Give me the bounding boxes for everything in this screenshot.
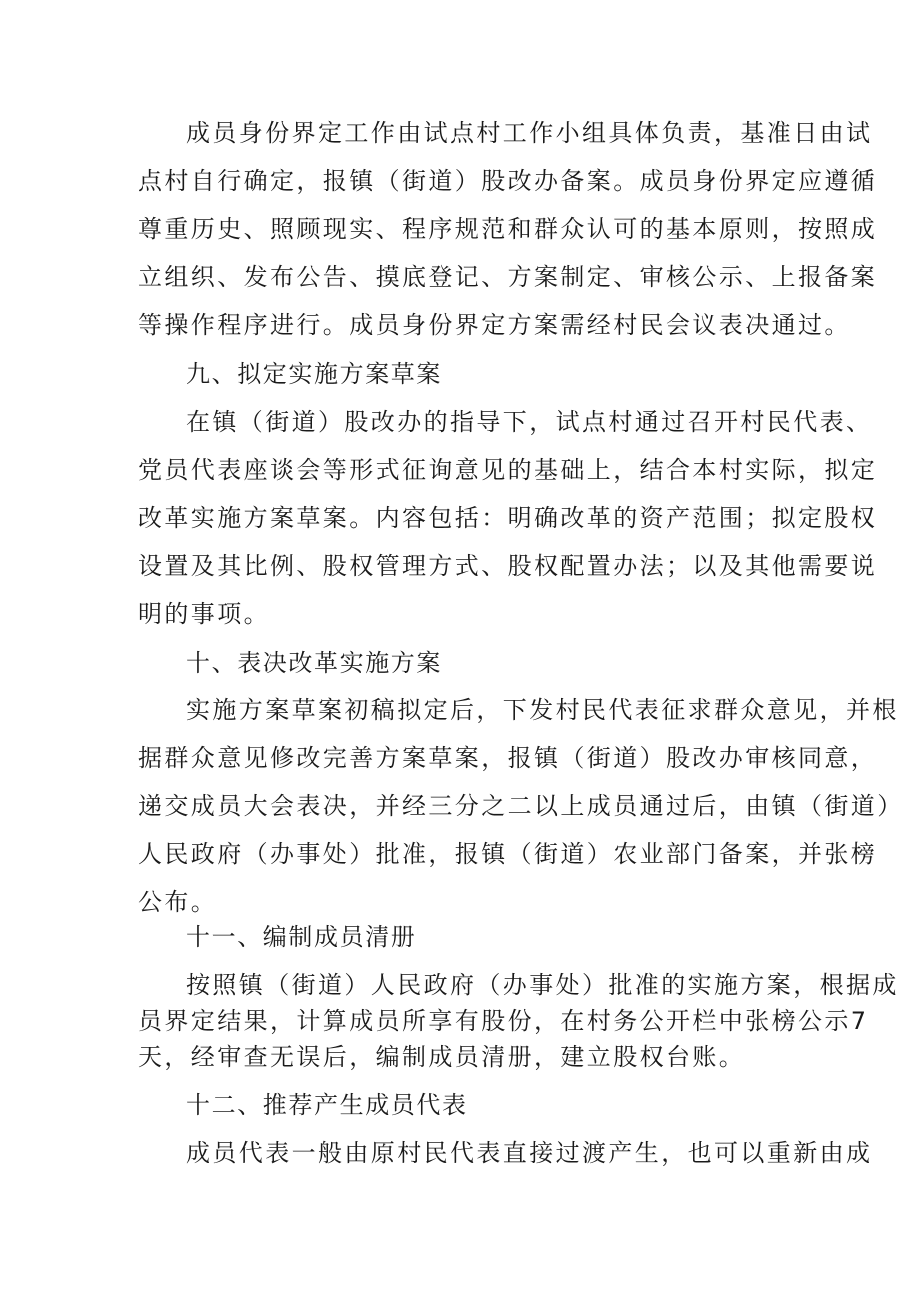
text-line: 按照镇（街道）人民政府（办事处）批准的实施方案，根据成: [186, 971, 899, 999]
text-line: 员界定结果，计算成员所享有股份，在村务公开栏中张榜公示7: [138, 1007, 869, 1035]
text-line: 在镇（街道）股改办的指导下，试点村通过召开村民代表、: [186, 408, 873, 436]
text-line: 改革实施方案草案。内容包括：明确改革的资产范围；拟定股权: [138, 504, 878, 532]
text-line: 尊重历史、照顾现实、程序规范和群众认可的基本原则，按照成: [138, 215, 878, 243]
text-line: 设置及其比例、股权管理方式、股权配置办法；以及其他需要说: [138, 552, 878, 580]
text-line: 天，经审查无误后，编制成员清册，建立股权台账。: [138, 1043, 746, 1071]
text-line: 明的事项。: [138, 600, 270, 628]
text-line: 立组织、发布公告、摸底登记、方案制定、审核公示、上报备案: [138, 263, 878, 291]
text-line: 成员身份界定工作由试点村工作小组具体负责，基准日由试: [186, 119, 873, 147]
text-line: 递交成员大会表决，并经三分之二以上成员通过后，由镇（街道）: [138, 792, 904, 820]
section-heading-11: 十一、编制成员清册: [186, 923, 417, 951]
section-heading-9: 九、拟定实施方案草案: [186, 360, 442, 388]
text-line: 等操作程序进行。成员身份界定方案需经村民会议表决通过。: [138, 311, 851, 339]
text-line: 人民政府（办事处）批准，报镇（街道）农业部门备案，并张榜: [138, 840, 878, 868]
section-heading-12: 十二、推荐产生成员代表: [186, 1091, 468, 1119]
text-line: 党员代表座谈会等形式征询意见的基础上，结合本村实际，拟定: [138, 456, 878, 484]
text-line: 据群众意见修改完善方案草案，报镇（街道）股改办审核同意，: [138, 744, 878, 772]
text-line: 成员代表一般由原村民代表直接过渡产生，也可以重新由成: [186, 1139, 873, 1167]
text-line: 实施方案草案初稿拟定后，下发村民代表征求群众意见，并根: [186, 696, 899, 724]
text-line: 点村自行确定，报镇（街道）股改办备案。成员身份界定应遵循: [138, 167, 878, 195]
text-line: 公布。: [138, 888, 218, 916]
section-heading-10: 十、表决改革实施方案: [186, 649, 442, 677]
